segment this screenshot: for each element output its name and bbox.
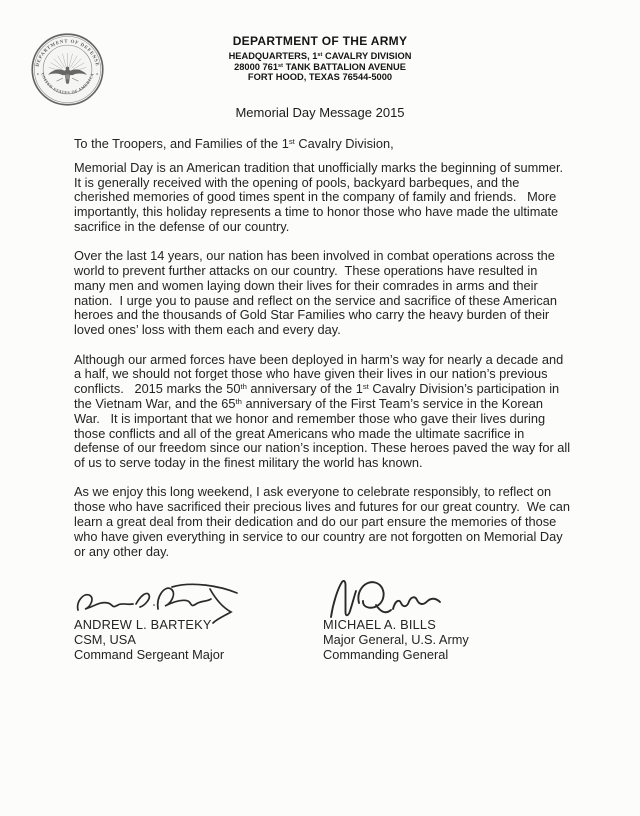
signer-title: Command Sergeant Major	[74, 647, 225, 663]
seal-top-text: DEPARTMENT OF DEFENSE	[35, 39, 100, 68]
signer-name: MICHAEL A. BILLS	[323, 616, 436, 632]
letter-body	[74, 137, 634, 663]
signer-rank: Major General, U.S. Army	[323, 632, 469, 648]
letterhead	[0, 34, 640, 82]
seal-bottom-text: UNITED STATES OF AMERICA	[40, 72, 95, 95]
signature-block	[74, 574, 634, 663]
document-title: Memorial Day Message 2015	[235, 105, 405, 120]
signature-right	[323, 574, 634, 663]
paragraph-1: Memorial Day is an American tradition that unofficially marks the beginning of summer. It is generally received with the opening of pools, backyard barbeques, and the cherished memories of good times spent in the company of family and friends. More importantly, this holiday represents a time to honor those who have made the ultimate sacrifice in the defense of our country.	[74, 159, 564, 234]
signer-rank: CSM, USA	[74, 632, 136, 648]
letterhead-department: DEPARTMENT OF THE ARMY	[232, 34, 408, 48]
letterhead-city: FORT HOOD, TEXAS 76544-5000	[247, 72, 393, 83]
paragraph-3: Although our armed forces have been deployed in harm’s way for nearly a decade and a half, we should not forget those who have given their lives in our nation’s previous conflicts. 2015 marks the 50th anniversary of the 1st Cavalry Division’s participation in the Vietnam War, and the 65th anniversary of the First Team’s service in the Korean War. It is important that we honor and remember those who gave their lives during those conflicts and all of the great Americans who made the ultimate sacrifice in defense of our freedom since our nation’s inception. These heroes paved the way for all of us to serve today in the finest military the world has known.	[74, 351, 571, 471]
signer-name: ANDREW L. BARTEKY	[74, 616, 212, 632]
paragraph-2: Over the last 14 years, our nation has been involved in combat operations across the world to prevent further attacks on our country. These operations have resulted in many men and women laying down their lives for their comrades in arms and their nation. I urge you to pause and reflect on the service and sacrifice of these American heroes and the thousands of Gold Star Families who carry the heavy burden of their loved ones’ loss with them each and every day.	[74, 248, 558, 338]
letterhead-headquarters: HEADQUARTERS, 1st CAVALRY DIVISION	[228, 50, 412, 61]
signer-title: Commanding General	[323, 647, 449, 663]
signature-left	[74, 574, 323, 663]
letterhead-address: 28000 761st TANK BATTALION AVENUE	[234, 61, 406, 72]
salutation: To the Troopers, and Families of the 1st Cavalry Division,	[74, 136, 394, 151]
paragraph-4: As we enjoy this long weekend, I ask everyone to celebrate responsibly, to reflect on those who have sacrificed their precious lives and futures for our great country. We can learn a great deal from their dedication and do our part ensure the memories of those who have given everything in service to our country are not forgotten on Memorial Day or any other day.	[74, 484, 571, 559]
